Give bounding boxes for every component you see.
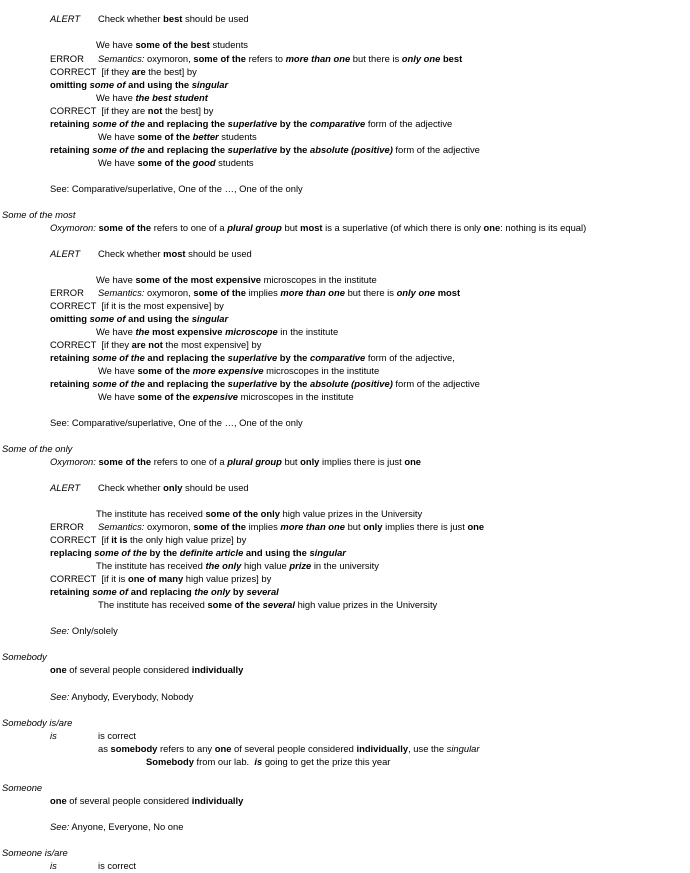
text-run: absolute (positive) — [310, 378, 393, 389]
text-line — [50, 586, 279, 598]
text-line — [98, 521, 484, 533]
text-run: refers to one of a — [151, 456, 228, 467]
text-line — [96, 274, 377, 286]
text-run: best — [163, 13, 183, 24]
text-run: We have — [98, 157, 138, 168]
text-run: some of the — [137, 157, 193, 168]
text-line — [50, 66, 197, 78]
text-run: high value — [241, 560, 290, 571]
text-line — [50, 13, 80, 25]
text-run: CORRECT [if — [50, 534, 112, 545]
text-run: singular — [191, 79, 229, 90]
text-run: one — [483, 222, 501, 233]
text-line — [50, 248, 80, 260]
text-run: some of — [89, 313, 126, 324]
text-run: Semantics: — [98, 53, 145, 64]
text-run: Oxymoron: — [50, 222, 96, 233]
text-run: The institute has received — [96, 508, 206, 519]
text-run: but there is — [350, 53, 402, 64]
text-run: CORRECT [if it is — [50, 573, 128, 584]
text-run: Anybody, Everybody, Nobody — [69, 691, 194, 702]
text-line — [96, 326, 338, 338]
text-run: should be used — [185, 248, 252, 259]
text-run: only — [163, 482, 183, 493]
text-run: oxymoron, — [144, 287, 194, 298]
text-run: some of the — [92, 118, 145, 129]
text-run: students — [215, 157, 254, 168]
text-run: high value prizes in the University — [294, 599, 438, 610]
text-run: implies — [245, 287, 281, 298]
text-run: We have — [98, 365, 138, 376]
text-run: in the institute — [277, 326, 339, 337]
text-run: singular — [309, 547, 346, 558]
text-run: refers to — [245, 53, 286, 64]
text-run: is correct — [98, 860, 137, 871]
text-run: comparative — [310, 118, 366, 129]
text-line — [50, 456, 421, 468]
text-run: CORRECT [if they — [50, 339, 132, 350]
text-run: some of the — [207, 599, 263, 610]
text-run: and using the — [125, 313, 192, 324]
text-run: form of the adjective, — [365, 352, 455, 363]
text-run: some of the — [193, 287, 246, 298]
text-line — [98, 131, 257, 143]
text-run: more than one — [280, 521, 345, 532]
text-run: by the — [146, 547, 180, 558]
text-run: students — [218, 131, 257, 142]
text-run: Check whether — [98, 248, 164, 259]
text-run: is — [50, 860, 57, 871]
text-run: comparative — [310, 352, 366, 363]
text-run: refers to one of a — [151, 222, 228, 233]
text-run: one — [50, 664, 67, 675]
text-run: some of the — [92, 378, 145, 389]
text-run: of several people considered — [231, 743, 357, 754]
text-run: some of the — [193, 53, 246, 64]
text-run: several — [246, 586, 279, 597]
text-run: Some of the most — [2, 209, 76, 220]
text-run: the best student — [135, 92, 208, 103]
text-run: Oxymoron: — [50, 456, 96, 467]
text-run: only one — [401, 53, 441, 64]
text-run: some of the — [137, 365, 193, 376]
text-line — [98, 391, 354, 403]
text-line — [96, 39, 248, 51]
text-line — [50, 547, 346, 559]
text-line — [50, 222, 586, 234]
text-run: Check whether — [98, 482, 164, 493]
text-line — [50, 573, 271, 585]
entry-heading — [2, 651, 47, 663]
text-run: good — [192, 157, 216, 168]
text-run: definite article — [179, 547, 244, 558]
text-run: somebody — [110, 743, 158, 754]
text-line — [50, 53, 84, 65]
text-line — [50, 417, 303, 429]
text-run: should be used — [182, 482, 249, 493]
text-run: in the university — [311, 560, 379, 571]
text-run: the — [135, 326, 150, 337]
text-run: superlative — [227, 352, 278, 363]
text-run: The institute has received — [98, 599, 208, 610]
text-run: not — [147, 105, 163, 116]
text-run: should be used — [182, 13, 249, 24]
text-run: Semantics: — [98, 287, 145, 298]
text-run: We have — [98, 131, 138, 142]
text-line — [50, 287, 84, 299]
text-line — [50, 378, 480, 390]
text-line — [50, 821, 183, 833]
text-run: We have — [96, 92, 136, 103]
text-run: best — [442, 53, 463, 64]
text-line — [50, 313, 228, 325]
text-run: more expensive — [192, 365, 264, 376]
text-run: ALERT — [50, 248, 81, 259]
text-run: Semantics: — [98, 521, 145, 532]
text-run: prize — [289, 560, 312, 571]
text-line — [50, 183, 303, 195]
text-line — [146, 756, 390, 768]
text-run: superlative — [227, 144, 278, 155]
text-run: ERROR — [50, 521, 84, 532]
text-run: most — [163, 248, 186, 259]
text-run: of several people considered — [66, 664, 192, 675]
text-line — [96, 560, 379, 572]
text-line — [50, 79, 228, 91]
text-run: are — [131, 66, 146, 77]
text-run: some of — [89, 79, 126, 90]
text-run: , use the — [408, 743, 447, 754]
text-run: Check whether — [98, 13, 164, 24]
text-run: form of the adjective — [392, 144, 480, 155]
text-run: going to get the prize this year — [262, 756, 391, 767]
text-run: and replacing the — [144, 144, 228, 155]
text-run: some of the most expensive — [135, 274, 261, 285]
text-run: See: Comparative/superlative, One of the …, One of the only — [50, 417, 303, 428]
text-run: is — [50, 730, 57, 741]
text-run: plural group — [227, 456, 282, 467]
text-line — [98, 730, 136, 742]
text-run: Somebody — [146, 756, 194, 767]
text-run: retaining — [50, 352, 93, 363]
text-line — [50, 534, 246, 546]
text-run: more than one — [280, 287, 345, 298]
text-run: by the — [277, 144, 310, 155]
text-run: CORRECT [if they — [50, 66, 132, 77]
text-run: We have — [96, 326, 136, 337]
text-run: retaining — [50, 118, 93, 129]
text-run: some of the best — [135, 39, 210, 50]
text-run: better — [192, 131, 219, 142]
text-run: singular — [446, 743, 480, 754]
text-run: high value prizes in the University — [279, 508, 423, 519]
text-run: omitting — [50, 313, 90, 324]
text-run: microscopes in the institute — [261, 274, 377, 285]
entry-heading — [2, 443, 72, 455]
text-run: implies there is just — [382, 521, 468, 532]
text-run: by the — [277, 352, 310, 363]
text-run: and replacing the — [144, 118, 228, 129]
text-run: superlative — [227, 118, 278, 129]
text-run: the only high value prize] by — [127, 534, 247, 545]
text-run: form of the adjective — [365, 118, 453, 129]
text-run: Some of the only — [2, 443, 73, 454]
text-run: retaining — [50, 378, 93, 389]
text-run: one — [50, 795, 67, 806]
text-line — [50, 482, 80, 494]
text-run: microscope — [225, 326, 278, 337]
text-run: high value prizes] by — [183, 573, 272, 584]
text-line — [50, 730, 57, 742]
text-run: is correct — [98, 730, 137, 741]
text-run: oxymoron, — [144, 521, 194, 532]
text-run: and replacing — [128, 586, 195, 597]
text-run: We have — [96, 274, 136, 285]
text-line — [50, 105, 213, 117]
text-run: and using the — [243, 547, 310, 558]
text-run: CORRECT [if they are — [50, 105, 148, 116]
text-run: individually — [356, 743, 409, 754]
text-run: We have — [98, 391, 138, 402]
text-line — [98, 482, 249, 494]
text-run: the best] by — [162, 105, 214, 116]
entry-heading — [2, 717, 72, 729]
text-run: but — [281, 456, 301, 467]
text-line — [98, 53, 462, 65]
text-run: absolute (positive) — [310, 144, 393, 155]
text-run: the best] by — [145, 66, 197, 77]
text-run: ERROR — [50, 53, 84, 64]
text-run: Somebody is/are — [2, 717, 73, 728]
text-run: most — [300, 222, 323, 233]
text-line — [50, 352, 455, 364]
text-run: retaining — [50, 586, 93, 597]
text-line — [98, 157, 254, 169]
text-run: ERROR — [50, 287, 84, 298]
text-run: Someone is/are — [2, 847, 68, 858]
text-run: The institute has received — [96, 560, 206, 571]
text-run: by — [230, 586, 247, 597]
text-run: individually — [191, 795, 244, 806]
text-run: from our lab. — [193, 756, 255, 767]
text-line — [50, 625, 118, 637]
text-run: See: — [50, 821, 70, 832]
text-run: but there is — [344, 287, 397, 298]
text-run: some of — [92, 586, 129, 597]
text-line — [98, 248, 252, 260]
text-run: it is — [111, 534, 128, 545]
entry-heading — [2, 209, 75, 221]
text-run: is a superlative (of which there is only — [322, 222, 484, 233]
text-run: some of the — [137, 391, 193, 402]
text-line — [98, 860, 136, 872]
text-line — [98, 599, 437, 611]
text-run: omitting — [50, 79, 90, 90]
text-run: and using the — [125, 79, 192, 90]
text-run: some of the only — [205, 508, 280, 519]
text-line — [98, 13, 249, 25]
text-line — [98, 287, 460, 299]
text-run: students — [209, 39, 248, 50]
text-run: more than one — [285, 53, 351, 64]
text-line — [96, 508, 422, 520]
text-run: Somebody — [2, 651, 47, 662]
text-run: CORRECT [if it is the most expensive] by — [50, 300, 224, 311]
text-run: of several people considered — [66, 795, 192, 806]
text-run: most — [437, 287, 461, 298]
text-line — [50, 795, 243, 807]
text-run: replacing — [50, 547, 95, 558]
text-run: some of the — [193, 521, 246, 532]
text-run: form of the adjective — [392, 378, 480, 389]
text-run: superlative — [227, 378, 278, 389]
entry-heading — [2, 782, 42, 794]
text-run: several — [262, 599, 295, 610]
text-run: : nothing is its equal) — [500, 222, 587, 233]
text-line — [50, 691, 194, 703]
text-run: some of the — [92, 144, 145, 155]
text-run: the only — [205, 560, 242, 571]
entry-heading — [2, 847, 68, 859]
text-run: the only — [194, 586, 231, 597]
text-run: ALERT — [50, 13, 81, 24]
text-run: only one — [396, 287, 436, 298]
text-run: plural group — [227, 222, 282, 233]
text-run: Someone — [2, 782, 43, 793]
text-run: implies — [245, 521, 281, 532]
text-run: one — [214, 743, 232, 754]
text-run: implies there is just — [319, 456, 405, 467]
text-run: one of many — [127, 573, 184, 584]
text-line — [50, 339, 261, 351]
text-line — [50, 521, 84, 533]
text-line — [50, 144, 480, 156]
text-run: and replacing the — [144, 378, 228, 389]
text-line — [50, 860, 57, 872]
text-run: the most expensive] by — [162, 339, 262, 350]
text-run: See: — [50, 691, 70, 702]
text-run: some of the — [98, 222, 152, 233]
text-line — [50, 300, 224, 312]
text-run: one — [467, 521, 485, 532]
text-run: refers to any — [157, 743, 215, 754]
text-run: Only/solely — [69, 625, 118, 636]
text-run: microscopes in the institute — [263, 365, 380, 376]
text-run: some of the — [137, 131, 193, 142]
text-run: some of the — [94, 547, 147, 558]
text-run: by the — [277, 378, 310, 389]
text-run: by the — [277, 118, 310, 129]
text-run: but — [344, 521, 364, 532]
text-run: expensive — [192, 391, 238, 402]
text-line — [50, 664, 243, 676]
text-line — [98, 365, 379, 377]
text-run: only — [363, 521, 383, 532]
text-run: microscopes in the institute — [238, 391, 354, 402]
text-run: and replacing the — [144, 352, 228, 363]
text-line — [50, 118, 452, 130]
text-run: ALERT — [50, 482, 81, 493]
text-run: some of the — [92, 352, 145, 363]
text-run: most expensive — [152, 326, 223, 337]
text-run: some of the — [98, 456, 152, 467]
text-run: is — [254, 756, 263, 767]
text-run: singular — [191, 313, 229, 324]
text-run: We have — [96, 39, 136, 50]
text-run: See: — [50, 625, 70, 636]
text-run: Anyone, Everyone, No one — [69, 821, 184, 832]
text-run: one — [404, 456, 422, 467]
text-run: retaining — [50, 144, 93, 155]
text-run: See: Comparative/superlative, One of the …, One of the only — [50, 183, 303, 194]
text-run: are not — [131, 339, 163, 350]
text-run: oxymoron, — [144, 53, 194, 64]
text-run: but — [281, 222, 301, 233]
text-line — [98, 743, 480, 755]
text-line — [96, 92, 208, 104]
text-run: as — [98, 743, 111, 754]
text-run: only — [300, 456, 320, 467]
text-run: individually — [191, 664, 244, 675]
